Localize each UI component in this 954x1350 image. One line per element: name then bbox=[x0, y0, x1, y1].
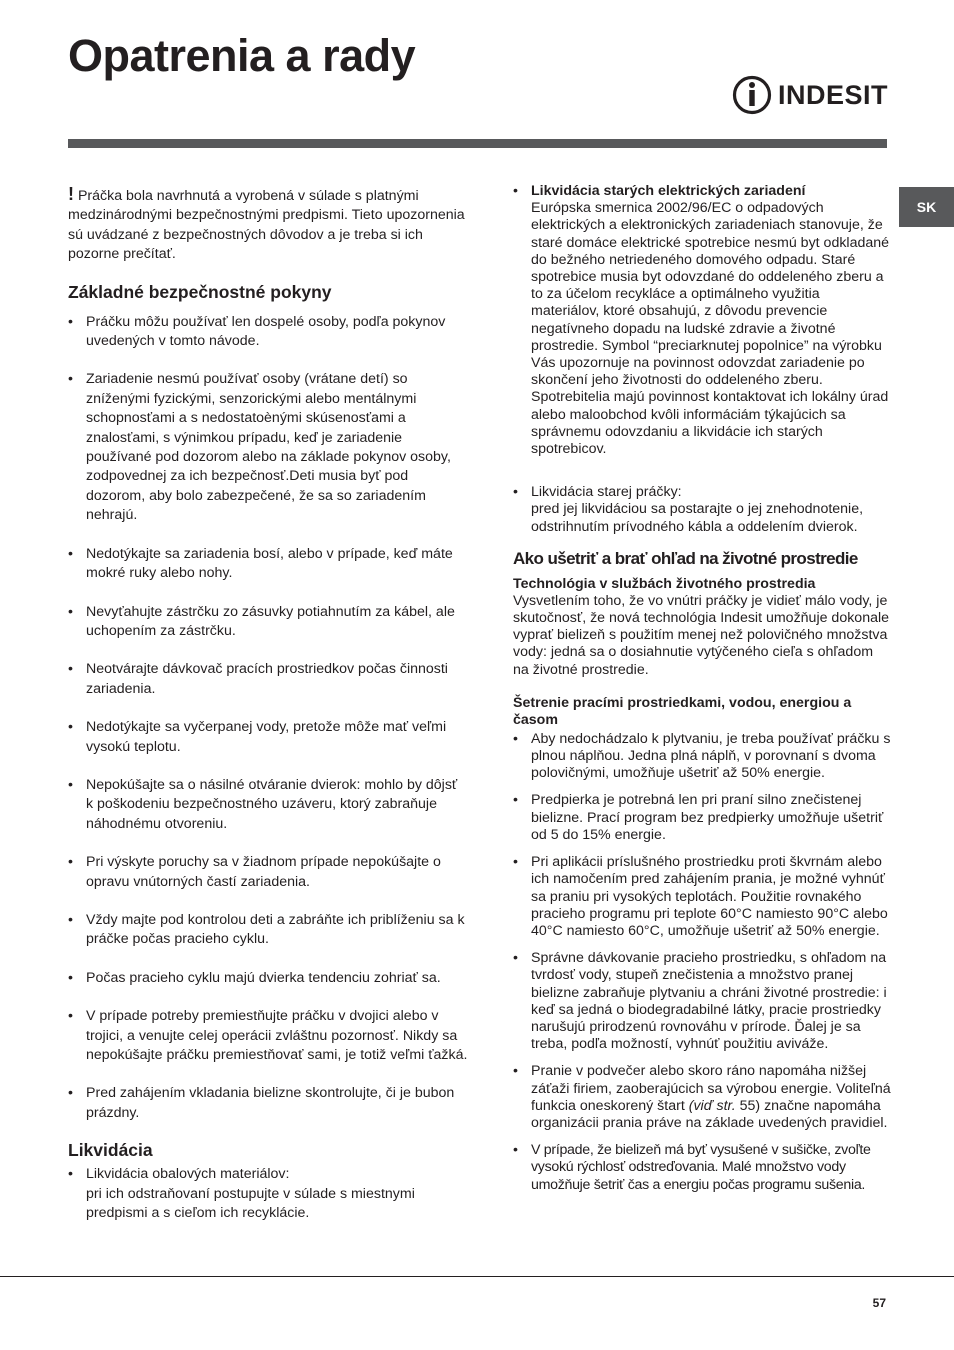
list-item bbox=[513, 183, 891, 458]
packaging-text: pri ich odstraňovaní postupujte v súlade s miestnymi predpismi a s cieľom ich recyklácie. bbox=[86, 1185, 415, 1222]
list-item: • V prípade, že bielizeň má byť vysušené v sušičke, zvoľte vysokú rýchlosť odstreďovania. Malé množstvo vody umožňuje šetriť čas a energiu počas programu sušenia. bbox=[513, 1142, 891, 1194]
right-column bbox=[513, 183, 891, 1204]
list-item: • Neotvárajte dávkovač pracích prostriedkov počas činnosti zariadenia. bbox=[68, 660, 468, 699]
old-washer-title: Likvidácia starej práčky: bbox=[531, 484, 682, 501]
brand-logo bbox=[732, 73, 892, 117]
header-divider bbox=[68, 139, 887, 148]
tech-text: Vysvetlením toho, že vo vnútri práčky je vidieť málo vody, je skutočnosť, že nová technológia Indesit umožňuje dokonale vyprať bielizeň s použitím menej než polovičného množstva vody: jedná sa o dosiahnutie vytýčeného cieľa s ohľadom na životné prostredie. bbox=[513, 592, 890, 678]
list-item: • V prípade potreby premiestňujte práčku v dvojici alebo v trojici, a venujte celej operácii zvláštnu pozornosť. Nikdy sa nepokúšajte práčku premiestňovať sami, je totiž veľmi ťažká. bbox=[68, 1007, 468, 1065]
list-item: • Pri aplikácii príslušného prostriedku proti škvrnám alebo ich namočením pred zahájením prania, je možné vyhnúť sa praniu pri vysokých teplotách. Použitie rovnakého pracieho programu pri teplote 60°C namiesto 90°C alebo 40°C namiesto 60°C, umožňuje ušetriť až 50% energie. bbox=[513, 854, 891, 940]
disposal-list bbox=[68, 1165, 468, 1223]
weee-title: Likvidácia starých elektrických zariadení bbox=[531, 183, 806, 199]
list-item bbox=[68, 1165, 468, 1223]
list-item: • Pri výskyte poruchy sa v žiadnom prípade nepokúšajte o opravu vnútorných častí zariadenia. bbox=[68, 853, 468, 892]
footer-divider bbox=[0, 1276, 954, 1277]
list-item: • Vždy majte pod kontrolou deti a zabráňte ich priblíženiu sa k práčke počas pracieho cyklu. bbox=[68, 911, 468, 950]
old-washer-text: pred jej likvidáciou sa postarajte o jej znehodnotenie, odstrihnutím prívodného kábla a oddelením dvierok. bbox=[531, 501, 864, 535]
disposal-heading: Likvidácia bbox=[68, 1140, 153, 1161]
saving-list bbox=[513, 731, 891, 1194]
saving-heading: Šetrenie pracími prostriedkami, vodou, energiou a časom bbox=[513, 694, 852, 728]
page-number: 57 bbox=[872, 1296, 886, 1310]
safety-list bbox=[68, 313, 468, 1124]
eco-heading: Ako ušetriť a brať ohľad na životné prostredie bbox=[513, 548, 858, 568]
disposal-continued-list bbox=[513, 183, 891, 536]
language-tab[interactable]: SK bbox=[899, 187, 954, 227]
brand-name: INDESIT bbox=[778, 79, 889, 110]
warning-icon: ! bbox=[68, 184, 74, 204]
list-item: • Nedotýkajte sa zariadenia bosí, alebo v prípade, keď máte mokré ruky alebo nohy. bbox=[68, 545, 468, 584]
left-column bbox=[68, 185, 468, 1223]
list-item: • Predpierka je potrebná len pri praní silno znečistenej bielizne. Prací program bez predpierky umožňuje ušetriť od 5 do 15% energie. bbox=[513, 792, 891, 844]
list-item: • Správne dávkovanie pracieho prostriedku, s ohľadom na tvrdosť vody, stupeň znečistenia a množstvo pranej bielizne zabraňuje plytvaniu a chráni životné prostredie: i keď sa jedná o biodegradabilné látky, pracie prostriedky narušujú prirodzenú rovnováhu v prírode. Ďalej je sa treba, podľa možností, vyhnúť použitiu avivážе. bbox=[513, 950, 891, 1053]
intro-note: ! Práčka bola navrhnutá a vyrobená v súlade s platnými medzinárodnými bezpečnostnými predpismi. Tieto upozornenia sú uvádzané z bezpečnostných dôvodov a je treba si ich pozorne prečítať. bbox=[68, 184, 465, 263]
list-item: • Zariadenie nesmú používať osoby (vrátane detí) so zníženými fyzickými, senzorickými alebo mentálnymi schopnosťami a s nedostatoènými skúsenosťami a znalosťami, s výnimkou prípadu, keď je zariadenie používané pod dozorom alebo na základe pokynov osoby, zodpovednej za ich bezpečnosť.Deti musia byť pod dozorom, aby bolo zabezpečené, že sa so zariadením nehrajú. bbox=[68, 370, 468, 525]
list-item: • Práčku môžu používať len dospelé osoby, podľa pokynov uvedených v tomto návode. bbox=[68, 313, 468, 352]
page-reference: (viď str. bbox=[688, 1097, 736, 1114]
weee-text: Európska smernica 2002/96/EC o odpadových elektrických a elektronických zariadeniach stanovuje, že staré domáce elektrické spotrebice nesmú byt odkladané do bežného netriedeného domového odpadu. Staré spotrebice musia byt odovzdané do oddeleného zberu a to za účelom recykláce a optimálneho využitia materiálov, ktoré obsahujú, z dôvodu prevencie negatívneho dopadu na ludské zdravie a životné prostredie. Symbol “preciarknutej popolnice” na výrobku Vás upozornuje na povinnost odovzdat zariadenie po skončení jeho životnosti do oddeleného zberu. Spotrebitelia majú povinnost kontaktovat ich lokálny úrad alebo maloobchod kvôli informáciám týkajúcich sa správnemu odovzdaniu a likvidácie ich starých spotrebicov. bbox=[531, 200, 890, 458]
list-item: • Aby nedochádzalo k plytvaniu, je treba používať práčku s plnou náplňou. Jedna plná náplň, v porovnaní s dvoma polovičnými, umožňuje ušetriť až 50% energie. bbox=[513, 731, 891, 783]
list-item: • Počas pracieho cyklu majú dvierka tendenciu zohriať sa. bbox=[68, 969, 468, 988]
list-item: • Nevyťahujte zástrčku zo zásuvky potiahnutím za kábel, ale uchopením za zástrčku. bbox=[68, 603, 468, 642]
list-item: • Pranie v podvečer alebo skoro ráno napomáha nižšej záťaži firiem, zaoberajúcich sa výrobou energie. Voliteľná funkcia oneskorený štart (viď str. 55) značne napomáha organizácii prania práve na základe uvedených pravidiel. bbox=[513, 1063, 891, 1132]
page-title: Opatrenia a rady bbox=[68, 30, 416, 81]
list-item bbox=[513, 484, 891, 536]
list-item: • Nepokúšajte sa o násilné otváranie dvierok: mohlo by dôjsť k poškodeniu bezpečnostného uzáveru, ktorý zabraňuje náhodnému otvoreniu. bbox=[68, 776, 468, 834]
indesit-logo-icon bbox=[732, 74, 772, 116]
list-item: • Pred zahájením vkladania bielizne skontrolujte, či je bubon prázdny. bbox=[68, 1084, 468, 1123]
list-item: • Nedotýkajte sa vyčerpanej vody, pretože môže mať veľmi vysokú teplotu. bbox=[68, 718, 468, 757]
tech-heading: Technológia v službách životného prostredia bbox=[513, 575, 816, 592]
safety-heading: Základné bezpečnostné pokyny bbox=[68, 281, 332, 302]
packaging-title: Likvidácia obalových materiálov: bbox=[86, 1166, 290, 1183]
